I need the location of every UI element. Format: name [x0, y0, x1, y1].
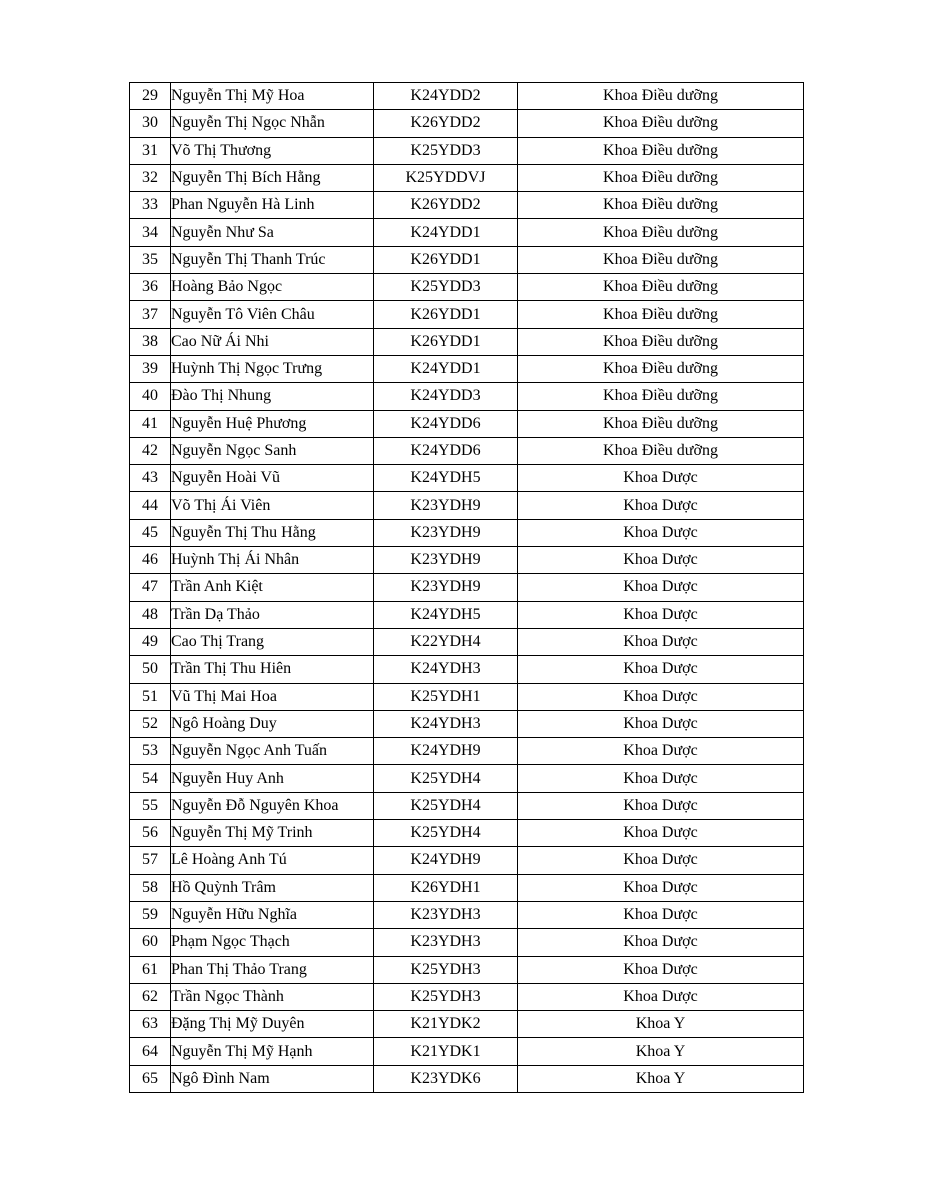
faculty-name: Khoa Điều dưỡng [518, 383, 804, 410]
class-code: K23YDK6 [374, 1065, 518, 1092]
faculty-name: Khoa Dược [518, 929, 804, 956]
table-row [130, 547, 804, 574]
class-code: K24YDD6 [374, 410, 518, 437]
faculty-name: Khoa Dược [518, 628, 804, 655]
class-code: K24YDH5 [374, 465, 518, 492]
row-number: 47 [130, 574, 171, 601]
class-code: K23YDH9 [374, 492, 518, 519]
table-row [130, 328, 804, 355]
faculty-name: Khoa Y [518, 1038, 804, 1065]
student-name: Trần Thị Thu Hiên [171, 656, 374, 683]
class-code: K25YDH4 [374, 820, 518, 847]
student-name: Nguyễn Hữu Nghĩa [171, 901, 374, 928]
faculty-name: Khoa Dược [518, 901, 804, 928]
row-number: 32 [130, 164, 171, 191]
table-row [130, 274, 804, 301]
class-code: K24YDH3 [374, 656, 518, 683]
row-number: 29 [130, 83, 171, 110]
student-name: Nguyễn Huy Anh [171, 765, 374, 792]
faculty-name: Khoa Dược [518, 601, 804, 628]
table-row [130, 301, 804, 328]
faculty-name: Khoa Điều dưỡng [518, 110, 804, 137]
table-row [130, 219, 804, 246]
table-row [130, 137, 804, 164]
faculty-name: Khoa Dược [518, 656, 804, 683]
student-name: Lê Hoàng Anh Tú [171, 847, 374, 874]
student-name: Nguyễn Đỗ Nguyên Khoa [171, 792, 374, 819]
class-code: K25YDDVJ [374, 164, 518, 191]
faculty-name: Khoa Dược [518, 492, 804, 519]
student-name: Huỳnh Thị Ái Nhân [171, 547, 374, 574]
faculty-name: Khoa Y [518, 1011, 804, 1038]
class-code: K23YDH3 [374, 929, 518, 956]
class-code: K26YDD2 [374, 110, 518, 137]
student-name: Nguyễn Huệ Phương [171, 410, 374, 437]
table-row [130, 847, 804, 874]
row-number: 31 [130, 137, 171, 164]
table-row [130, 246, 804, 273]
row-number: 53 [130, 738, 171, 765]
table-row [130, 683, 804, 710]
faculty-name: Khoa Điều dưỡng [518, 328, 804, 355]
table-row [130, 956, 804, 983]
student-name: Nguyễn Thị Thanh Trúc [171, 246, 374, 273]
table-row [130, 410, 804, 437]
row-number: 57 [130, 847, 171, 874]
student-name: Hoàng Bảo Ngọc [171, 274, 374, 301]
class-code: K24YDH5 [374, 601, 518, 628]
faculty-name: Khoa Dược [518, 874, 804, 901]
faculty-name: Khoa Dược [518, 465, 804, 492]
student-name: Võ Thị Ái Viên [171, 492, 374, 519]
student-name: Trần Dạ Thảo [171, 601, 374, 628]
row-number: 54 [130, 765, 171, 792]
roster-body [130, 83, 804, 1093]
student-name: Cao Thị Trang [171, 628, 374, 655]
table-row [130, 465, 804, 492]
table-row [130, 710, 804, 737]
student-name: Nguyễn Thị Ngọc Nhẫn [171, 110, 374, 137]
student-name: Trần Ngọc Thành [171, 983, 374, 1010]
student-name: Phạm Ngọc Thạch [171, 929, 374, 956]
student-name: Nguyễn Thị Mỹ Hoa [171, 83, 374, 110]
class-code: K24YDD1 [374, 219, 518, 246]
faculty-name: Khoa Dược [518, 547, 804, 574]
row-number: 36 [130, 274, 171, 301]
table-row [130, 164, 804, 191]
row-number: 59 [130, 901, 171, 928]
class-code: K24YDD1 [374, 355, 518, 382]
table-row [130, 519, 804, 546]
faculty-name: Khoa Điều dưỡng [518, 301, 804, 328]
student-name: Nguyễn Thị Mỹ Hạnh [171, 1038, 374, 1065]
row-number: 60 [130, 929, 171, 956]
row-number: 48 [130, 601, 171, 628]
table-row [130, 1065, 804, 1092]
class-code: K26YDD1 [374, 328, 518, 355]
table-row [130, 628, 804, 655]
table-row [130, 355, 804, 382]
table-row [130, 983, 804, 1010]
table-row [130, 492, 804, 519]
table-row [130, 874, 804, 901]
student-name: Ngô Hoàng Duy [171, 710, 374, 737]
row-number: 38 [130, 328, 171, 355]
faculty-name: Khoa Dược [518, 765, 804, 792]
row-number: 37 [130, 301, 171, 328]
class-code: K24YDH3 [374, 710, 518, 737]
student-name: Trần Anh Kiệt [171, 574, 374, 601]
row-number: 49 [130, 628, 171, 655]
faculty-name: Khoa Dược [518, 738, 804, 765]
table-row [130, 765, 804, 792]
student-name: Hồ Quỳnh Trâm [171, 874, 374, 901]
class-code: K26YDD2 [374, 192, 518, 219]
row-number: 44 [130, 492, 171, 519]
class-code: K25YDH1 [374, 683, 518, 710]
row-number: 65 [130, 1065, 171, 1092]
student-name: Đặng Thị Mỹ Duyên [171, 1011, 374, 1038]
faculty-name: Khoa Điều dưỡng [518, 137, 804, 164]
student-name: Võ Thị Thương [171, 137, 374, 164]
faculty-name: Khoa Điều dưỡng [518, 164, 804, 191]
student-name: Nguyễn Hoài Vũ [171, 465, 374, 492]
row-number: 43 [130, 465, 171, 492]
row-number: 50 [130, 656, 171, 683]
student-roster-table [129, 82, 804, 1093]
class-code: K25YDH3 [374, 983, 518, 1010]
table-row [130, 192, 804, 219]
class-code: K25YDH4 [374, 765, 518, 792]
table-row [130, 792, 804, 819]
table-row [130, 929, 804, 956]
table-row [130, 820, 804, 847]
row-number: 58 [130, 874, 171, 901]
student-name: Cao Nữ Ái Nhi [171, 328, 374, 355]
student-name: Vũ Thị Mai Hoa [171, 683, 374, 710]
class-code: K21YDK2 [374, 1011, 518, 1038]
row-number: 41 [130, 410, 171, 437]
faculty-name: Khoa Dược [518, 574, 804, 601]
student-name: Huỳnh Thị Ngọc Trưng [171, 355, 374, 382]
faculty-name: Khoa Dược [518, 792, 804, 819]
faculty-name: Khoa Điều dưỡng [518, 219, 804, 246]
faculty-name: Khoa Điều dưỡng [518, 246, 804, 273]
faculty-name: Khoa Điều dưỡng [518, 410, 804, 437]
row-number: 34 [130, 219, 171, 246]
class-code: K24YDD6 [374, 437, 518, 464]
class-code: K26YDH1 [374, 874, 518, 901]
class-code: K23YDH9 [374, 574, 518, 601]
row-number: 63 [130, 1011, 171, 1038]
faculty-name: Khoa Điều dưỡng [518, 192, 804, 219]
row-number: 39 [130, 355, 171, 382]
student-name: Ngô Đình Nam [171, 1065, 374, 1092]
row-number: 52 [130, 710, 171, 737]
table-row [130, 110, 804, 137]
row-number: 33 [130, 192, 171, 219]
table-row [130, 1038, 804, 1065]
table-row [130, 83, 804, 110]
class-code: K24YDH9 [374, 847, 518, 874]
faculty-name: Khoa Điều dưỡng [518, 274, 804, 301]
row-number: 35 [130, 246, 171, 273]
class-code: K25YDD3 [374, 274, 518, 301]
row-number: 62 [130, 983, 171, 1010]
class-code: K25YDH4 [374, 792, 518, 819]
faculty-name: Khoa Dược [518, 683, 804, 710]
student-name: Phan Thị Thảo Trang [171, 956, 374, 983]
row-number: 51 [130, 683, 171, 710]
row-number: 61 [130, 956, 171, 983]
student-name: Đào Thị Nhung [171, 383, 374, 410]
class-code: K24YDH9 [374, 738, 518, 765]
faculty-name: Khoa Dược [518, 710, 804, 737]
student-name: Nguyễn Ngọc Sanh [171, 437, 374, 464]
class-code: K23YDH9 [374, 547, 518, 574]
row-number: 64 [130, 1038, 171, 1065]
class-code: K23YDH3 [374, 901, 518, 928]
class-code: K22YDH4 [374, 628, 518, 655]
row-number: 42 [130, 437, 171, 464]
student-name: Nguyễn Thị Thu Hằng [171, 519, 374, 546]
row-number: 55 [130, 792, 171, 819]
table-row [130, 437, 804, 464]
row-number: 45 [130, 519, 171, 546]
faculty-name: Khoa Dược [518, 956, 804, 983]
student-name: Nguyễn Thị Bích Hằng [171, 164, 374, 191]
class-code: K24YDD2 [374, 83, 518, 110]
faculty-name: Khoa Y [518, 1065, 804, 1092]
faculty-name: Khoa Điều dưỡng [518, 83, 804, 110]
faculty-name: Khoa Dược [518, 519, 804, 546]
table-row [130, 901, 804, 928]
table-row [130, 656, 804, 683]
table-row [130, 738, 804, 765]
class-code: K26YDD1 [374, 301, 518, 328]
table-row [130, 574, 804, 601]
table-row [130, 1011, 804, 1038]
student-name: Phan Nguyễn Hà Linh [171, 192, 374, 219]
row-number: 56 [130, 820, 171, 847]
class-code: K21YDK1 [374, 1038, 518, 1065]
class-code: K23YDH9 [374, 519, 518, 546]
row-number: 46 [130, 547, 171, 574]
table-row [130, 601, 804, 628]
class-code: K26YDD1 [374, 246, 518, 273]
student-name: Nguyễn Ngọc Anh Tuấn [171, 738, 374, 765]
table-row [130, 383, 804, 410]
faculty-name: Khoa Điều dưỡng [518, 437, 804, 464]
class-code: K25YDH3 [374, 956, 518, 983]
student-name: Nguyễn Tô Viên Châu [171, 301, 374, 328]
class-code: K25YDD3 [374, 137, 518, 164]
row-number: 40 [130, 383, 171, 410]
student-name: Nguyễn Như Sa [171, 219, 374, 246]
faculty-name: Khoa Dược [518, 820, 804, 847]
student-name: Nguyễn Thị Mỹ Trinh [171, 820, 374, 847]
row-number: 30 [130, 110, 171, 137]
class-code: K24YDD3 [374, 383, 518, 410]
faculty-name: Khoa Điều dưỡng [518, 355, 804, 382]
faculty-name: Khoa Dược [518, 847, 804, 874]
faculty-name: Khoa Dược [518, 983, 804, 1010]
